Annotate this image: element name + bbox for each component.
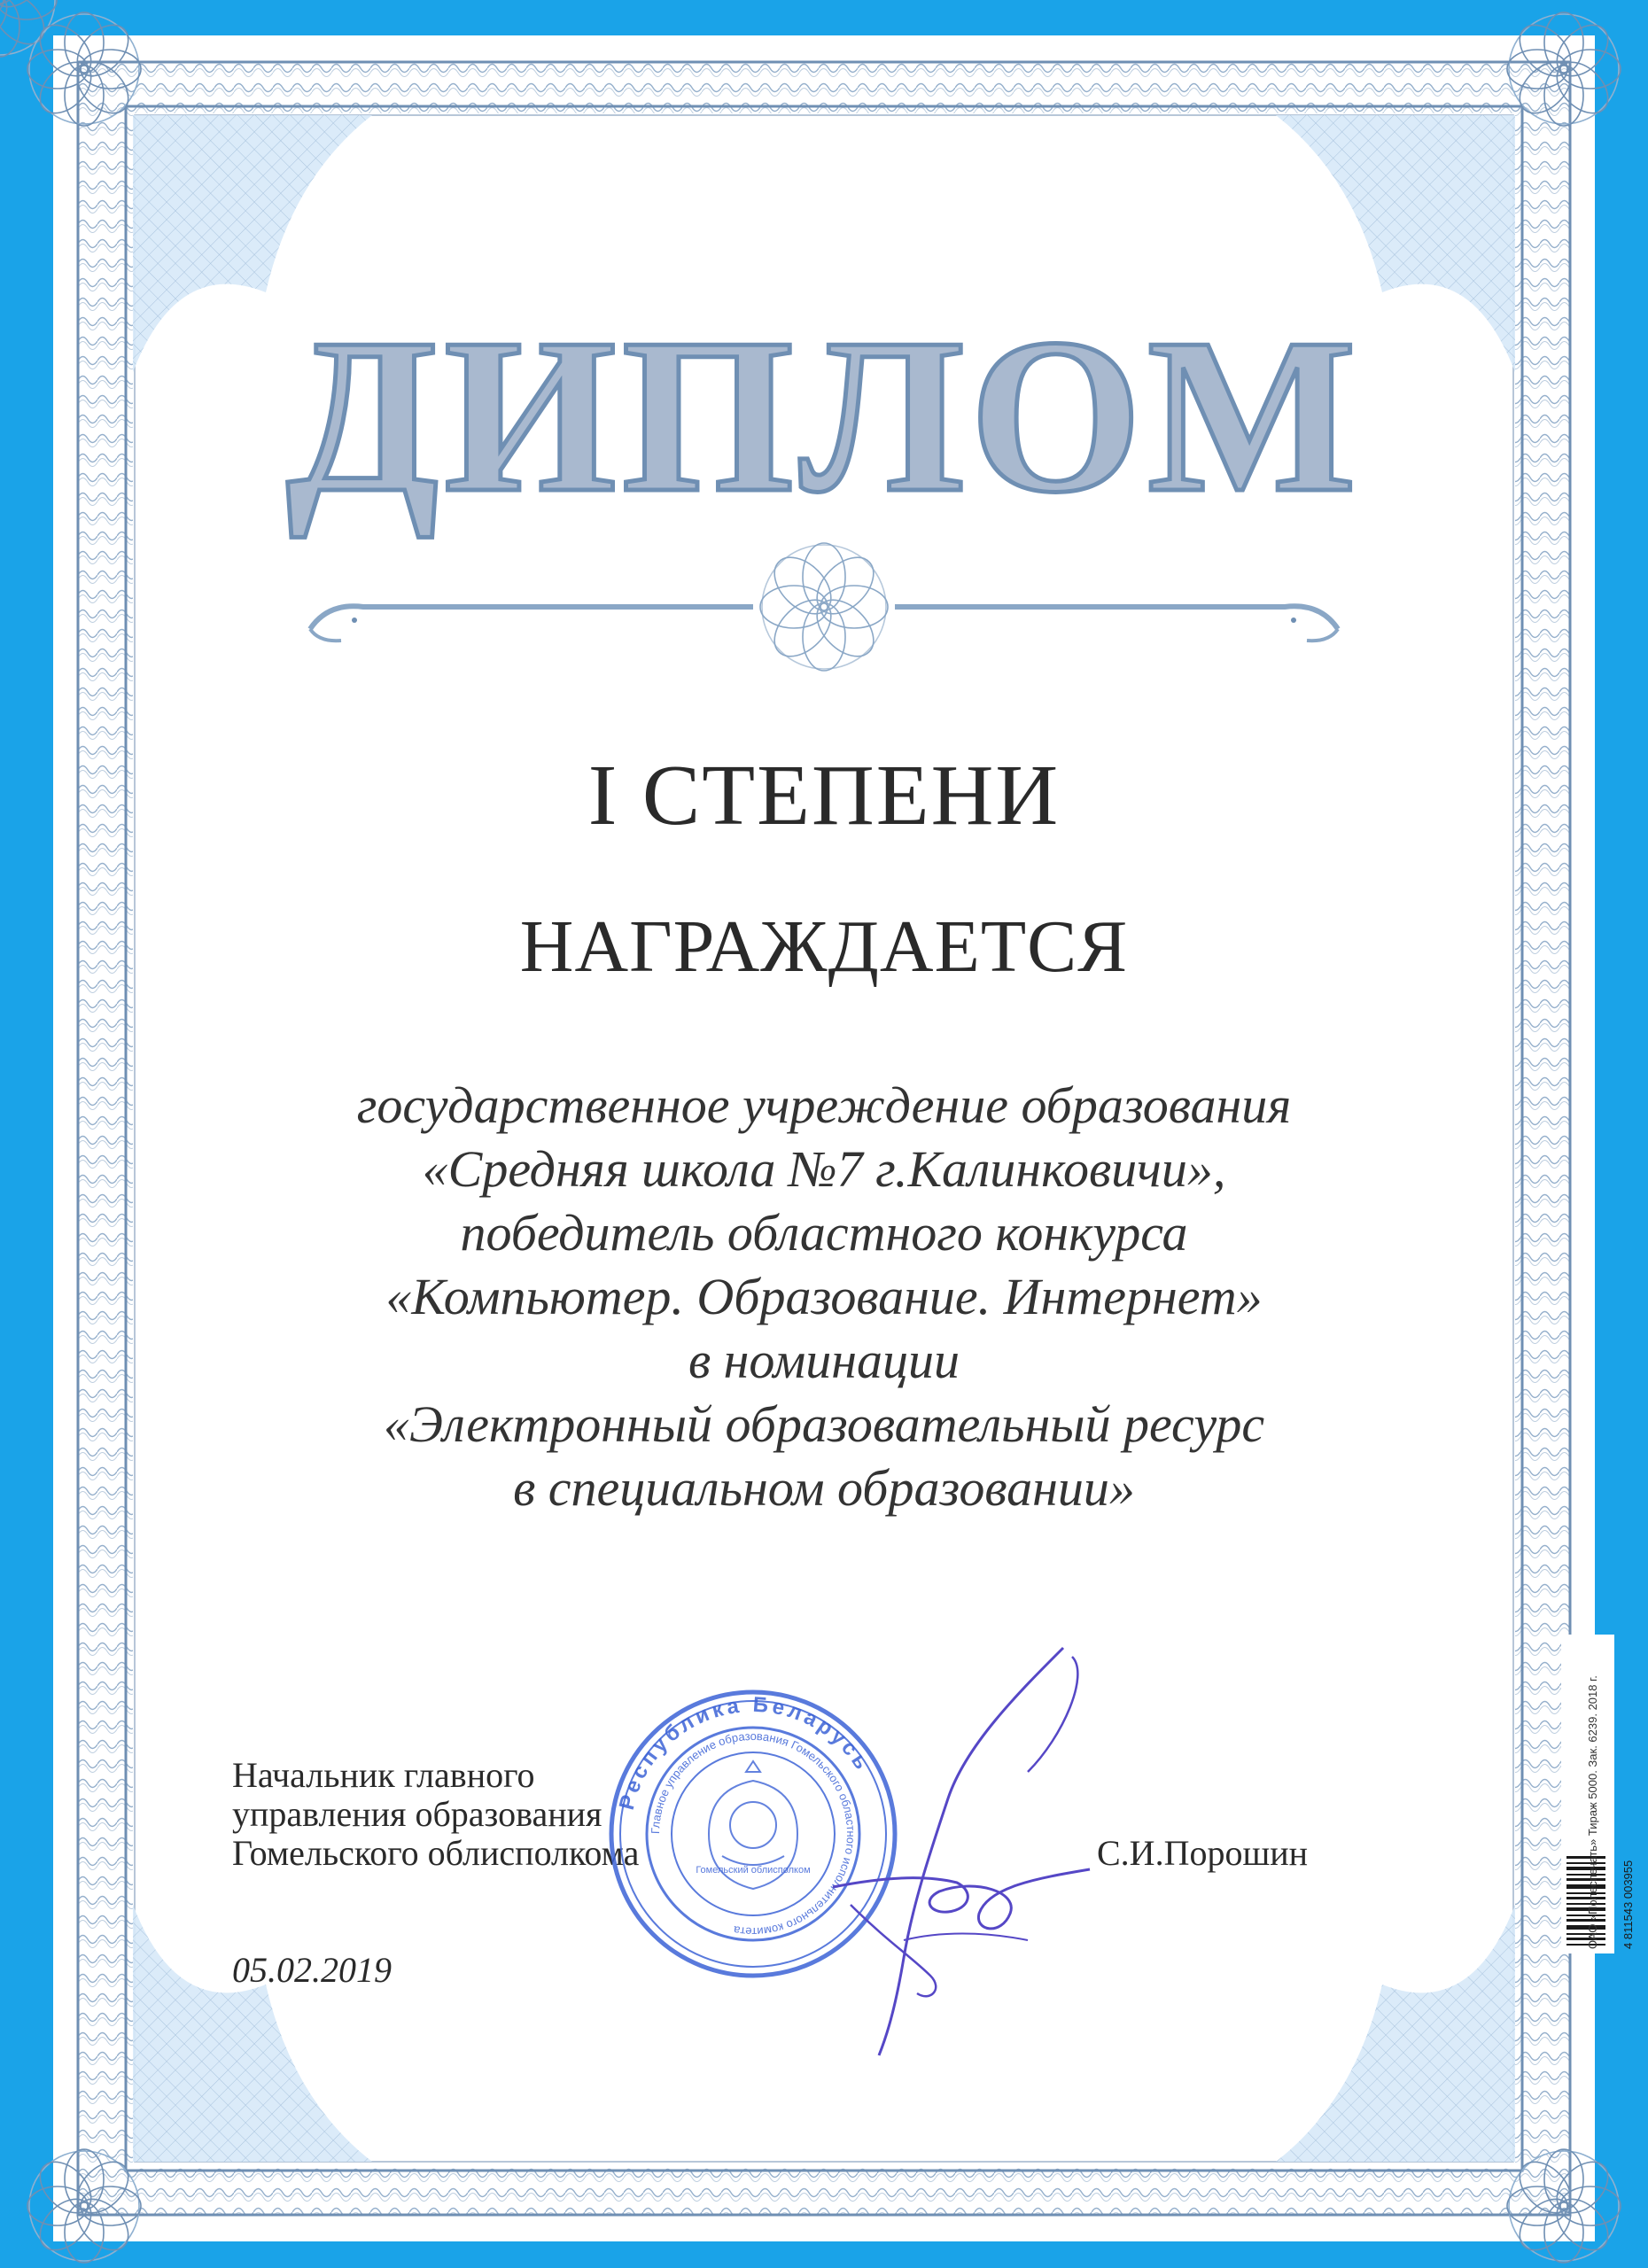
seal-outer-text: Республика Беларусь <box>614 1692 875 1813</box>
description-line: «Компьютер. Образование. Интернет» <box>385 1268 1263 1325</box>
description-line: в номинации <box>688 1332 960 1389</box>
seal-inner-text: Главное управление образования Гомельского областного исполнительного комитета <box>648 1728 859 1939</box>
signatory-position-line: Гомельского облисполкома <box>232 1833 640 1873</box>
description-line: «Электронный образовательный ресурс <box>383 1395 1265 1453</box>
signatory-position-line: управления образования <box>232 1794 602 1834</box>
barcode-number: 4 811543 003955 <box>1621 1860 1635 1949</box>
description-line: «Средняя школа №7 г.Калинковичи», <box>422 1140 1226 1198</box>
signatory-name: С.И.Порошин <box>1097 1833 1309 1873</box>
degree-heading: I СТЕПЕНИ <box>587 748 1061 843</box>
issue-date: 05.02.2019 <box>232 1950 392 1990</box>
title-ornament <box>292 536 1356 678</box>
document-title: ДИПЛОМ <box>286 293 1362 539</box>
description-line: победитель областного конкурса <box>460 1204 1188 1262</box>
handwritten-signature <box>797 1639 1170 2064</box>
award-description <box>0 1074 1648 1520</box>
signatory-position-line: Начальник главного <box>232 1755 535 1795</box>
description-line: государственное учреждение образования <box>356 1076 1292 1134</box>
description-line: в специальном образовании» <box>513 1459 1135 1517</box>
printer-mark: ОАО «Полеспечать» Тираж 5000. Зак. 6239. 2018 г. <box>1586 1675 1599 1949</box>
seal-center-text: Гомельский облисполком <box>696 1865 811 1876</box>
awarded-heading: НАГРАЖДАЕТСЯ <box>519 905 1129 988</box>
